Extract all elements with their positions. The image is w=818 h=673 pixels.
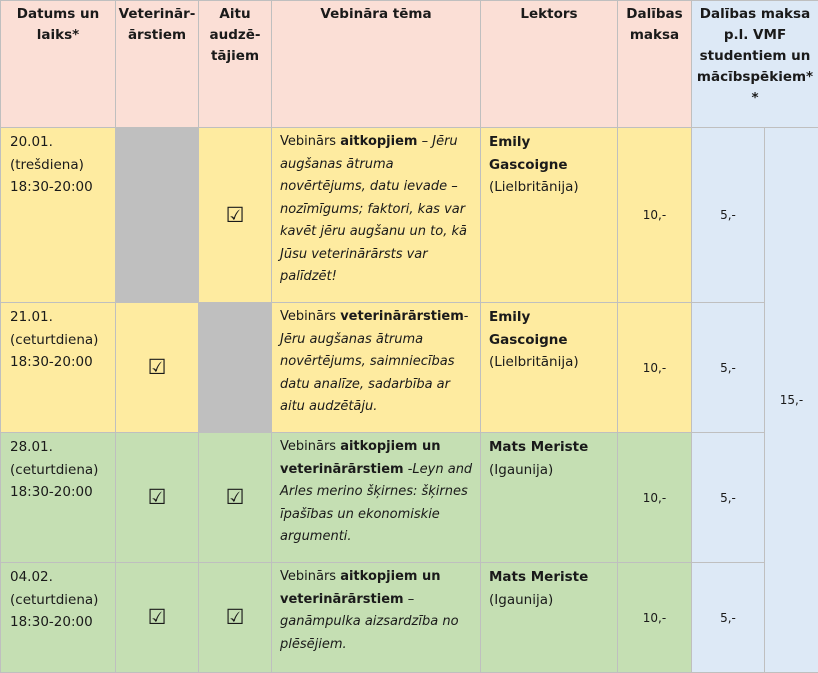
vmf-fee-value: 5,- — [720, 208, 736, 222]
fee-value: 10,- — [643, 208, 666, 222]
topic-separator: - — [464, 309, 469, 324]
vets-na-cell — [116, 128, 199, 303]
checkbox-checked-icon: ☑ — [226, 605, 245, 629]
lecturer-cell — [481, 563, 618, 673]
header-vmf-fee: Dalības maksa p.l. VMF studentiem un mācībspēkiem* * — [692, 1, 818, 128]
time-text: 18:30-20:00 — [10, 351, 109, 374]
fee-value: 10,- — [643, 491, 666, 505]
checkbox-checked-icon: ☑ — [226, 485, 245, 509]
vets-checkbox-cell — [116, 563, 199, 673]
weekday-text: (ceturtdiena) — [10, 459, 109, 482]
vmf-fee-value: 5,- — [720, 491, 736, 505]
lecturer-name: Mats Meriste — [489, 566, 613, 589]
lecturer-country: (Igaunija) — [489, 592, 553, 608]
lecturer-name: Emily Gascoigne — [489, 131, 613, 176]
checkbox-checked-icon: ☑ — [148, 485, 167, 509]
topic-prefix: Vebinārs — [280, 439, 340, 454]
weekday-text: (ceturtdiena) — [10, 589, 109, 612]
fee-cell — [618, 128, 692, 303]
time-text: 18:30-20:00 — [10, 481, 109, 504]
header-row — [1, 1, 818, 128]
table-row — [1, 303, 818, 433]
date-cell — [1, 563, 116, 673]
fee-cell — [618, 563, 692, 673]
lecturer-country: (Lielbritānija) — [489, 179, 579, 195]
topic-cell — [272, 433, 481, 563]
fee-cell — [618, 303, 692, 433]
topic-audience: aitkopjiem un veterinārārstiem — [280, 569, 441, 607]
table-row — [1, 563, 818, 673]
lecturer-cell — [481, 303, 618, 433]
time-text: 18:30-20:00 — [10, 176, 109, 199]
date-text: 04.02. — [10, 566, 109, 589]
weekday-text: (trešdiena) — [10, 154, 109, 177]
date-cell — [1, 128, 116, 303]
lecturer-cell — [481, 128, 618, 303]
vmf-fee-cell — [692, 128, 765, 303]
vmf-fee-value: 5,- — [720, 361, 736, 375]
time-text: 18:30-20:00 — [10, 611, 109, 634]
topic-cell — [272, 128, 481, 303]
breeders-checkbox-cell — [199, 433, 272, 563]
lecturer-name: Emily Gascoigne — [489, 306, 613, 351]
lecturer-country: (Igaunija) — [489, 462, 553, 478]
vmf-fee-cell — [692, 303, 765, 433]
vmf-fee-cell — [692, 563, 765, 673]
topic-title: Jēru augšanas ātruma novērtējums, datu ievade – nozīmīgums; faktori, kas var kavēt jēru augšanu un to, kā Jūsu veterinārārsts var palīdzēt! — [280, 134, 467, 284]
breeders-na-cell — [199, 303, 272, 433]
lecturer-cell — [481, 433, 618, 563]
topic-prefix: Vebinārs — [280, 134, 340, 149]
vmf-total-cell — [765, 128, 818, 673]
topic-audience: veterinārārstiem — [340, 309, 464, 324]
date-text: 28.01. — [10, 436, 109, 459]
header-topic: Vebināra tēma — [272, 1, 481, 128]
topic-title: ganāmpulka aizsardzība no plēsējiem. — [280, 614, 459, 652]
topic-cell — [272, 563, 481, 673]
date-cell — [1, 303, 116, 433]
weekday-text: (ceturtdiena) — [10, 329, 109, 352]
breeders-checkbox-cell — [199, 128, 272, 303]
vmf-fee-value: 5,- — [720, 611, 736, 625]
date-text: 20.01. — [10, 131, 109, 154]
table-row — [1, 128, 818, 303]
breeders-checkbox-cell — [199, 563, 272, 673]
topic-audience: aitkopjiem un veterinārārstiem — [280, 439, 441, 477]
topic-prefix: Vebinārs — [280, 309, 340, 324]
topic-prefix: Vebinārs — [280, 569, 340, 584]
vmf-fee-cell — [692, 433, 765, 563]
lecturer-country: (Lielbritānija) — [489, 354, 579, 370]
header-date: Datums un laiks* — [1, 1, 116, 128]
topic-cell — [272, 303, 481, 433]
header-vets: Veterinār-ārstiem — [116, 1, 199, 128]
table-row — [1, 433, 818, 563]
checkbox-checked-icon: ☑ — [148, 605, 167, 629]
header-breeders: Aitu audzē-tājiem — [199, 1, 272, 128]
checkbox-checked-icon: ☑ — [226, 203, 245, 227]
date-text: 21.01. — [10, 306, 109, 329]
date-cell — [1, 433, 116, 563]
topic-title: Jēru augšanas ātruma novērtējums, saimniecības datu analīze, sadarbība ar aitu audzētāju. — [280, 332, 455, 415]
topic-title: Leyn and Arles merino šķirnes: šķirnes īpašības un ekonomiskie argumenti. — [280, 462, 472, 545]
header-fee: Dalības maksa — [618, 1, 692, 128]
vets-checkbox-cell — [116, 303, 199, 433]
vets-checkbox-cell — [116, 433, 199, 563]
fee-value: 10,- — [643, 361, 666, 375]
vmf-total-value: 15,- — [780, 393, 803, 407]
fee-cell — [618, 433, 692, 563]
topic-separator: – — [417, 134, 432, 149]
topic-separator: - — [404, 462, 413, 477]
topic-separator: – — [404, 592, 415, 607]
lecturer-name: Mats Meriste — [489, 436, 613, 459]
header-lecturer: Lektors — [481, 1, 618, 128]
topic-audience: aitkopjiem — [340, 134, 417, 149]
checkbox-checked-icon: ☑ — [148, 355, 167, 379]
fee-value: 10,- — [643, 611, 666, 625]
